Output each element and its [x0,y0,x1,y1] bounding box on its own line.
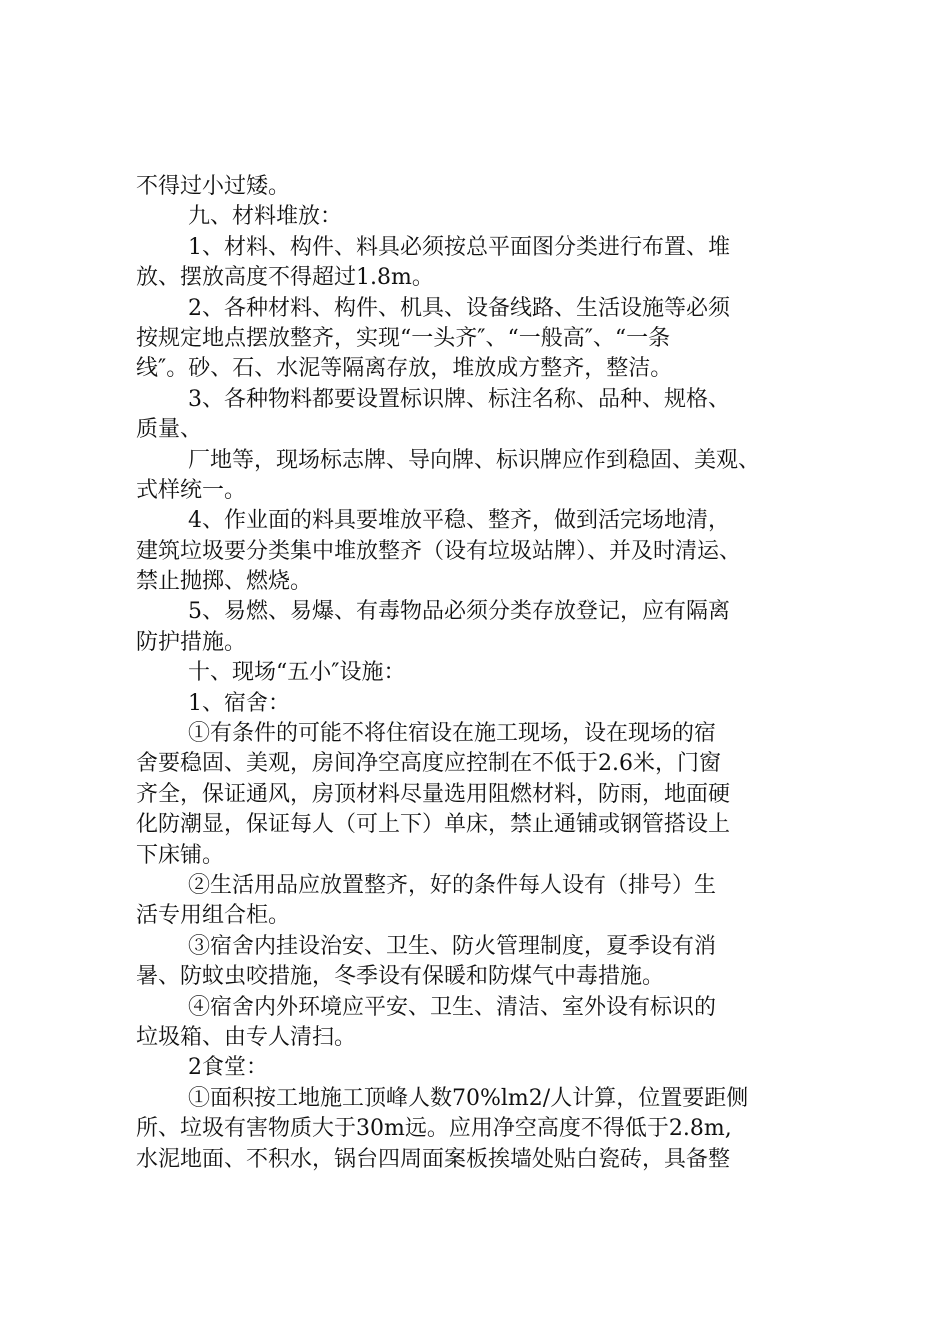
text-line: 1、材料、构件、料具必须按总平面图分类进行布置、堆 [188,234,730,260]
text-line: 化防潮显，保证每人（可上下）单床，禁止通铺或钢管搭设上 [136,812,731,838]
document-body [136,172,836,1175]
text-line: 5、易燃、易爆、有毒物品必须分类存放登记，应有隔离 [188,599,730,625]
text-line: 九、材料堆放： [188,204,343,230]
text-line: ②生活用品应放置整齐，好的条件每人设有（排号）生 [188,872,717,898]
text-line: 1、宿舍： [188,690,290,716]
text-line: 活专用组合柜。 [136,903,291,929]
text-line: 式样统一。 [136,477,247,503]
text-line: 十、现场“五小″设施： [188,660,406,686]
text-line: ①有条件的可能不将住宿设在施工现场，设在现场的宿 [188,721,717,747]
text-line: ④宿舍内外环境应平安、卫生、清洁、室外设有标识的 [188,994,717,1020]
text-line: 齐全，保证通风，房顶材料尽量选用阻燃材料，防雨，地面硬 [136,781,731,807]
text-line: 厂地等，现场标志牌、导向牌、标识牌应作到稳固、美观、 [188,447,761,473]
text-line: 3、各种物料都要设置标识牌、标注名称、品种、规格、 [188,386,730,412]
text-line: 防护措施。 [136,629,247,655]
text-line: 禁止抛掷、燃烧。 [136,569,313,595]
text-line: 2食堂： [188,1055,268,1081]
text-line: 暑、防蚊虫咬措施，冬季设有保暖和防煤气中毒措施。 [136,964,665,990]
text-line: 质量、 [136,417,203,443]
text-line: 所、垃圾有害物质大于30m远。应用净空高度不得低于2.8m, [136,1116,732,1142]
text-line: 下床铺。 [136,842,225,868]
text-line: 舍要稳固、美观，房间净空高度应控制在不低于2.6米，门窗 [136,751,721,777]
text-line: 不得过小过矮。 [136,174,291,199]
text-line: 4、作业面的料具要堆放平稳、整齐，做到活完场地清， [188,508,730,534]
text-line: 线″。砂、石、水泥等隔离存放，堆放成方整齐，整洁。 [136,356,673,382]
text-line: 按规定地点摆放整齐，实现“一头齐″、“一般高″、“一条 [136,325,671,351]
text-line: 垃圾箱、由专人清扫。 [136,1024,357,1050]
text-line: ①面积按工地施工顶峰人数70%lm2/人计算，位置要距侧 [188,1085,749,1111]
text-line: 2、各种材料、构件、机具、设备线路、生活设施等必须 [188,295,730,321]
text-line: 建筑垃圾要分类集中堆放整齐（设有垃圾站牌）、并及时清运、 [136,538,742,564]
text-line: 水泥地面、不积水，锅台四周面案板挨墙处贴白瓷砖，具备整 [136,1146,731,1172]
text-line: 放、摆放高度不得超过1.8m。 [136,265,434,291]
text-line: ③宿舍内挂设治安、卫生、防火管理制度，夏季设有消 [188,933,717,959]
